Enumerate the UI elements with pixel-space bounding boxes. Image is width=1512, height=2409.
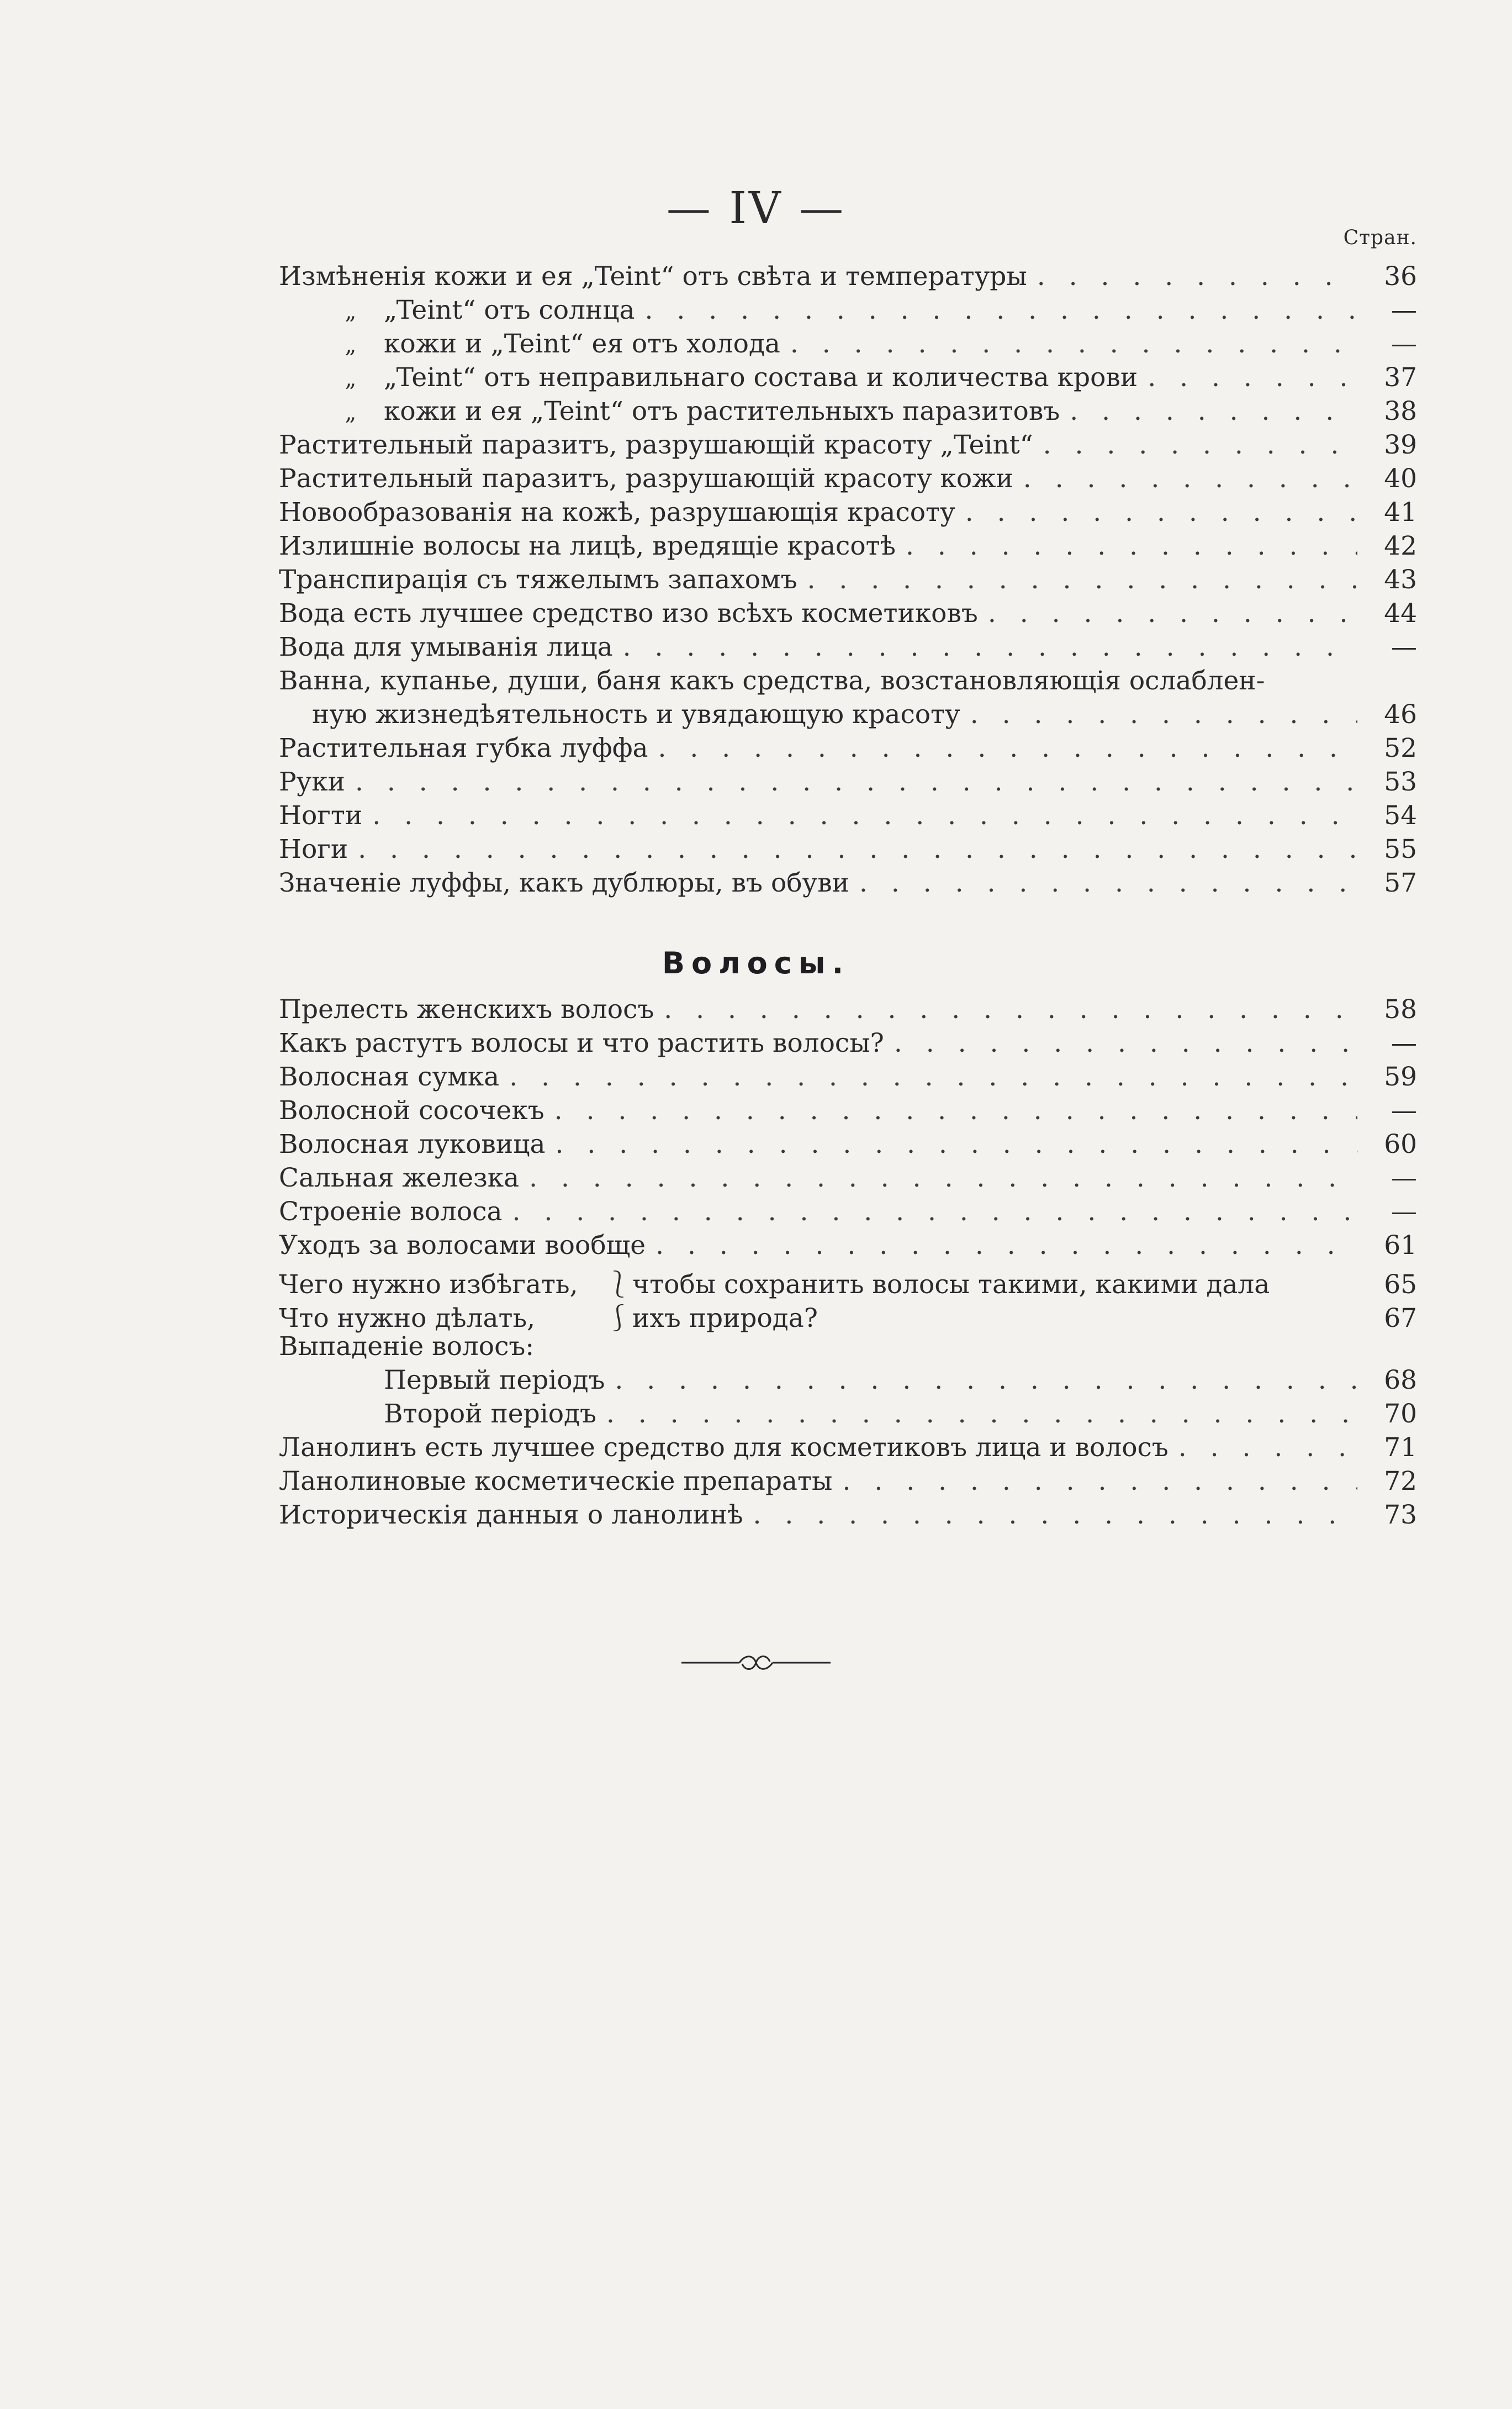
dot-leader	[606, 1399, 1357, 1429]
toc-entry-text: Второй періодъ	[384, 1399, 596, 1429]
dot-leader	[988, 598, 1357, 629]
toc-entry	[279, 1432, 1417, 1466]
toc-entry	[279, 800, 1417, 834]
toc-entry-text: Выпаденіе волосъ:	[279, 1331, 535, 1362]
dot-leader	[645, 295, 1357, 325]
toc-entry	[279, 261, 1417, 295]
toc-entry-text: Историческія данныя о ланолинѣ	[279, 1500, 743, 1530]
dot-leader	[970, 699, 1357, 730]
page-column-label: Стран.	[1343, 226, 1417, 249]
ditto-mark: „	[345, 366, 357, 392]
toc-entry-page: 65	[1384, 1269, 1417, 1300]
dot-leader	[1070, 396, 1357, 426]
toc-entry-text: Чего нужно избѣгать,	[279, 1269, 578, 1300]
toc-entry	[279, 1129, 1417, 1163]
toc-entry-page: 59	[1384, 1062, 1417, 1092]
ornament-divider	[681, 1652, 831, 1674]
ditto-mark: „	[345, 400, 357, 425]
toc-entry	[279, 565, 1417, 598]
toc-entry	[279, 1264, 1417, 1298]
toc-entry-text: кожи и ея „Teint“ отъ растительныхъ паразитовъ	[384, 396, 1060, 426]
dot-leader	[615, 1365, 1357, 1395]
toc-entry-page: 40	[1384, 463, 1417, 494]
dot-leader	[965, 497, 1357, 528]
dot-leader	[555, 1129, 1357, 1159]
toc-entry	[279, 1062, 1417, 1095]
ditto-mark: „	[345, 299, 357, 324]
toc-entry	[279, 1466, 1417, 1500]
toc-entry-text: Ланолиновые косметическіе препараты	[279, 1466, 833, 1496]
toc-entry-text: Излишніе волосы на лицѣ, вредящіе красотѣ	[279, 531, 896, 561]
toc-entry	[279, 1399, 1417, 1432]
toc-entry-text: Первый періодъ	[384, 1365, 605, 1395]
dot-leader	[529, 1163, 1357, 1193]
toc-entry-text: „Teint“ отъ солнца	[384, 295, 635, 325]
toc-entry	[279, 430, 1417, 463]
toc-entry-page: —	[1391, 329, 1417, 359]
dot-leader	[859, 868, 1357, 898]
toc-entry	[279, 1196, 1417, 1230]
toc-entry-page: —	[1391, 1028, 1417, 1058]
toc-entry-text: Значеніе луффы, какъ дублюры, въ обуви	[279, 868, 849, 898]
toc-entry-page: 71	[1384, 1432, 1417, 1463]
toc-entry-page: 46	[1384, 699, 1417, 730]
toc-entry-text: кожи и „Teint“ ея отъ холода	[384, 329, 780, 359]
toc-entry-text: Ванна, купанье, души, баня какъ средства, возстановляющія ослаблен-	[279, 666, 1265, 696]
toc-entry-text: ную жизнедѣятельность и увядающую красоту	[312, 699, 960, 730]
toc-entry-page: 36	[1384, 261, 1417, 292]
toc-entry-text: Ногти	[279, 800, 363, 831]
toc-entry-text: „Teint“ отъ неправильнаго состава и количества крови	[384, 362, 1138, 393]
toc-entry-text: Растительный паразитъ, разрушающій красоту „Teint“	[279, 430, 1033, 460]
dot-leader	[894, 1028, 1357, 1058]
toc-entry-page: —	[1391, 632, 1417, 662]
toc-entry	[279, 666, 1417, 699]
ditto-mark: „	[345, 333, 357, 358]
toc-entry	[279, 497, 1417, 531]
toc-entry-page: 52	[1384, 733, 1417, 763]
toc-entry-text: Ланолинъ есть лучшее средство для косметиковъ лица и волосъ	[279, 1432, 1169, 1463]
toc-entry	[279, 1365, 1417, 1399]
toc-entry-page: 38	[1384, 396, 1417, 426]
toc-entry-text: Растительная губка луффа	[279, 733, 648, 763]
toc-part-hair	[279, 994, 1417, 1533]
toc-entry-text: Строеніе волоса	[279, 1196, 503, 1227]
dot-leader	[658, 733, 1357, 763]
toc-entry-text: Вода для умыванія лица	[279, 632, 613, 662]
toc-entry	[279, 1298, 1417, 1331]
toc-entry	[279, 463, 1417, 497]
toc-entry-text: Прелесть женскихъ волосъ	[279, 994, 654, 1025]
toc-entry	[279, 632, 1417, 666]
dot-leader	[790, 329, 1357, 359]
toc-entry-page: 70	[1384, 1399, 1417, 1429]
toc-entry-text: Ноги	[279, 834, 348, 865]
toc-entry	[279, 531, 1417, 565]
dot-leader	[358, 834, 1357, 865]
toc-entry-text: Вода есть лучшее средство изо всѣхъ косметиковъ	[279, 598, 978, 629]
toc-entry-page: 72	[1384, 1466, 1417, 1496]
toc-entry	[279, 733, 1417, 767]
toc-entry	[279, 362, 1417, 396]
toc-part-skin	[279, 261, 1417, 902]
toc-entry	[279, 868, 1417, 902]
toc-entry-page: 67	[1384, 1303, 1417, 1333]
toc-entry	[279, 1230, 1417, 1264]
toc-entry-page: 68	[1384, 1365, 1417, 1395]
toc-entry	[279, 1331, 1417, 1365]
toc-entry-page: 44	[1384, 598, 1417, 629]
dot-leader	[1148, 362, 1357, 393]
toc-entry-page: 41	[1384, 497, 1417, 528]
toc-entry	[279, 329, 1417, 362]
toc-entry	[279, 1028, 1417, 1062]
dot-leader	[372, 800, 1357, 831]
toc-entry-page: 42	[1384, 531, 1417, 561]
dot-leader	[807, 565, 1357, 595]
toc-entry-text: Что нужно дѣлать,	[279, 1303, 536, 1333]
toc-entry-text: Волосная сумка	[279, 1062, 500, 1092]
dot-leader	[623, 632, 1357, 662]
dot-leader	[655, 1230, 1357, 1261]
toc-entry	[279, 767, 1417, 800]
toc-entry-page: —	[1391, 1196, 1417, 1227]
toc-entry-text: Новообразованія на кожѣ, разрушающія красоту	[279, 497, 955, 528]
dot-leader	[906, 531, 1357, 561]
toc-entry-page: —	[1391, 1163, 1417, 1193]
toc-entry-page: —	[1391, 1095, 1417, 1126]
toc-entry-text: Транспирація съ тяжелымъ запахомъ	[279, 565, 797, 595]
toc-entry	[279, 994, 1417, 1028]
brace-symbol: ⎱	[605, 1269, 632, 1300]
toc-entry-page: 53	[1384, 767, 1417, 797]
toc-entry-page: 54	[1384, 800, 1417, 831]
dot-leader	[1043, 430, 1357, 460]
dot-leader	[512, 1196, 1357, 1227]
brace-symbol: ⎰	[605, 1303, 632, 1333]
toc-entry-text: ихъ природа?	[632, 1303, 818, 1333]
dot-leader	[1037, 261, 1357, 292]
toc-entry-page: 57	[1384, 868, 1417, 898]
toc-entry-text: Растительный паразитъ, разрушающій красоту кожи	[279, 463, 1013, 494]
toc-entry-page: 61	[1384, 1230, 1417, 1261]
toc-entry	[279, 1500, 1417, 1533]
toc-entry	[279, 598, 1417, 632]
toc-entry	[279, 699, 1417, 733]
dot-leader	[355, 767, 1357, 797]
toc-entry	[279, 295, 1417, 329]
toc-entry-page: 73	[1384, 1500, 1417, 1530]
toc-entry-page: 43	[1384, 565, 1417, 595]
toc-entry	[279, 1095, 1417, 1129]
dot-leader	[1023, 463, 1357, 494]
toc-entry	[279, 834, 1417, 868]
toc-entry	[279, 1163, 1417, 1196]
dot-leader	[842, 1466, 1357, 1496]
toc-entry-text: Руки	[279, 767, 345, 797]
toc-entry-page: 60	[1384, 1129, 1417, 1159]
toc-entry-page: 39	[1384, 430, 1417, 460]
toc-entry-text: Измѣненія кожи и ея „Teint“ отъ свѣта и температуры	[279, 261, 1027, 292]
toc-entry	[279, 396, 1417, 430]
toc-entry-text: Волосная луковица	[279, 1129, 546, 1159]
toc-entry-text: Сальная железка	[279, 1163, 520, 1193]
dot-leader	[753, 1500, 1357, 1530]
dot-leader	[509, 1062, 1357, 1092]
toc-entry-page: —	[1391, 295, 1417, 325]
toc-entry-text: Уходъ за волосами вообще	[279, 1230, 646, 1261]
page-number: — IV —	[666, 182, 846, 234]
toc-entry-page: 37	[1384, 362, 1417, 393]
toc-entry-page: 58	[1384, 994, 1417, 1025]
toc-entry-page: 55	[1384, 834, 1417, 865]
toc-entry-text: Волосной сосочекъ	[279, 1095, 544, 1126]
dot-leader	[664, 994, 1357, 1025]
toc-entry-text: Какъ растутъ волосы и что растить волосы?	[279, 1028, 884, 1058]
dot-leader	[1178, 1432, 1357, 1463]
section-title: Волосы.	[662, 946, 850, 981]
dot-leader	[554, 1095, 1357, 1126]
toc-entry-text: чтобы сохранить волосы такими, какими дала	[632, 1269, 1270, 1300]
